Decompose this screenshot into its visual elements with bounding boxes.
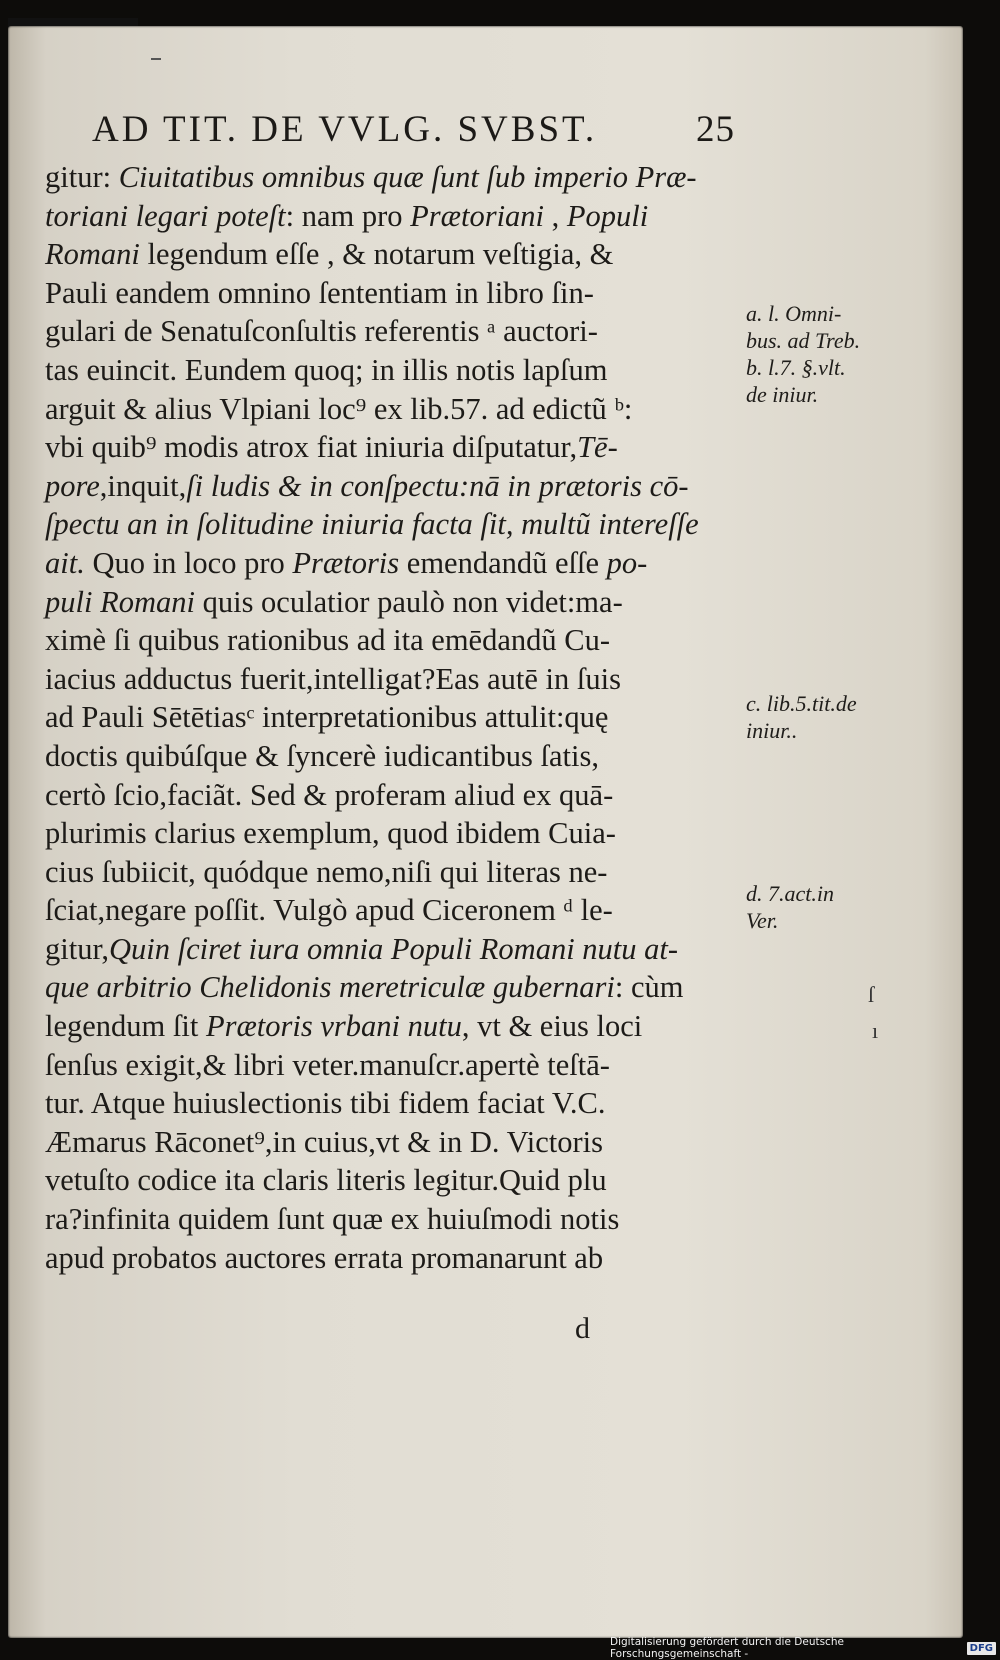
text-run: ad Pauli Sētētiasᶜ interpretationibus attulit:quę — [45, 700, 609, 735]
footer-text: Digitalisierung gefördert durch die Deutsche Forschungsgemeinschaft - — [610, 1636, 844, 1660]
text-line — [45, 467, 745, 506]
text-run: legendum ſit — [45, 1009, 206, 1044]
text-line — [45, 891, 745, 930]
text-line — [45, 274, 745, 313]
text-run: ſenſus exigit,& libri veter.manuſcr.apertè teſtā- — [45, 1047, 610, 1082]
dfg-logo-icon: DFG — [967, 1642, 996, 1655]
text-line — [45, 1046, 745, 1085]
text-run: iacius adductus fuerit,intelligat?Eas autē in ſuis — [45, 661, 621, 696]
text-run: certò ſcio,faciãt. Sed & proferam aliud ex quā- — [45, 777, 614, 812]
text-line — [45, 853, 745, 892]
margin-note-a — [746, 300, 906, 408]
text-run: tur. Atque huiuslectionis tibi fidem faciat V.C. — [45, 1086, 606, 1121]
text-run: emendandũ eſſe — [399, 545, 607, 580]
text-line — [45, 158, 745, 197]
text-line — [45, 1161, 745, 1200]
margin-note-line: b. l.7. §.vlt. — [746, 355, 846, 380]
text-line — [45, 428, 745, 467]
italic-run: Populi — [566, 198, 649, 233]
italic-run: Prætoriani — [410, 198, 545, 233]
margin-note-line: Ver. — [746, 908, 779, 933]
text-line — [45, 776, 745, 815]
italic-run: pore — [45, 468, 100, 503]
text-line — [45, 660, 745, 699]
italic-run: Prætoris vrbani nutu — [205, 1009, 462, 1044]
text-line — [45, 1007, 745, 1046]
text-line — [45, 390, 745, 429]
decorative-dash — [151, 58, 161, 60]
text-run: Quo in loco pro — [84, 545, 293, 580]
margin-note-c — [746, 690, 906, 744]
text-line — [45, 1084, 745, 1123]
italic-run: Romani — [45, 237, 140, 272]
text-line — [45, 544, 745, 583]
text-run: gitur: — [45, 160, 119, 194]
text-run: apud probatos auctores errata promanarunt ab — [45, 1240, 604, 1275]
text-run: ra?infinita quidem ſunt quæ ex huiuſmodi notis — [45, 1202, 620, 1237]
text-run: quis oculatior paulò non videt:ma- — [194, 584, 623, 619]
text-line — [45, 505, 745, 544]
margin-note-d — [746, 880, 906, 934]
running-header — [92, 108, 772, 151]
text-line — [45, 312, 745, 351]
text-run: Æmarus Rāconet⁹,in cuius,vt & in D. Victoris — [45, 1124, 604, 1159]
text-line — [45, 351, 745, 390]
margin-note-line: c. lib.5.tit.de — [746, 691, 857, 716]
margin-note-line: de iniur. — [746, 382, 819, 407]
text-run: : cùm — [614, 970, 684, 1005]
italic-run: que arbitrio Chelidonis meretriculæ gubernari — [45, 970, 615, 1005]
text-line — [45, 1239, 745, 1278]
text-run: cius ſubiicit, quódque nemo,niſi qui literas ne- — [45, 854, 608, 889]
margin-note-line: bus. ad Treb. — [746, 328, 861, 353]
text-line — [45, 1200, 745, 1239]
italic-run: ſpectu an in ſolitudine iniuria facta ſit, multũ intereſſe — [45, 507, 699, 542]
text-line — [45, 235, 745, 274]
italic-run: Prætoris — [292, 545, 400, 580]
text-line — [45, 583, 745, 622]
text-run: vetuſto codice ita claris literis legitur.Quid plu — [45, 1163, 607, 1198]
italic-run: po- — [606, 545, 648, 580]
header-title: AD TIT. DE VVLG. SVBST. — [92, 109, 598, 150]
text-run: arguit & alius Vlpiani loc⁹ ex lib.57. ad edictũ ᵇ: — [45, 391, 633, 426]
text-run: legendum eſſe , & notarum veſtigia, & — [139, 237, 614, 272]
margin-note-line: a. l. Omni- — [746, 301, 842, 326]
italic-run: ait. — [45, 545, 85, 580]
text-run: plurimis clarius exemplum, quod ibidem Cuia- — [45, 816, 616, 851]
text-run: tas euincit. Eundem quoq; in illis notis lapſum — [45, 352, 608, 387]
italic-run: Ciuitatibus omnibus quæ ſunt ſub imperio Præ- — [118, 160, 697, 194]
italic-run: puli Romani — [45, 584, 195, 619]
text-line — [45, 197, 745, 236]
text-line — [45, 1123, 745, 1162]
text-run: Pauli eandem omnino ſententiam in libro ſin- — [45, 275, 594, 310]
footer-credit — [610, 1638, 1000, 1658]
text-run: vbi quib⁹ modis atrox fiat iniuria diſputatur, — [45, 430, 578, 465]
italic-run: Tē- — [577, 430, 618, 465]
italic-run: toriani legari poteſt — [45, 198, 286, 233]
text-run: , vt & eius loci — [461, 1009, 643, 1044]
main-text — [45, 158, 745, 1277]
margin-note-line: d. 7.act.in — [746, 881, 834, 906]
text-line — [45, 814, 745, 853]
italic-run: ſi ludis & in conſpectu:nā in prætoris cō- — [186, 468, 689, 503]
text-run: gitur, — [45, 931, 110, 966]
catchword: d — [575, 1312, 590, 1345]
text-line — [45, 621, 745, 660]
italic-run: Quin ſciret iura omnia Populi Romani nutu at- — [109, 931, 679, 966]
margin-note-line: iniur.. — [746, 718, 798, 743]
stray-mark: ı — [872, 1018, 879, 1043]
text-run: gulari de Senatuſconſultis referentis ᵃ auctori- — [45, 314, 598, 349]
text-run: ximè ſi quibus rationibus ad ita emēdandũ Cu- — [45, 623, 610, 658]
text-line — [45, 698, 745, 737]
text-run: ſciat,negare poſſit. Vulgò apud Ciceronem ᵈ le- — [45, 893, 613, 928]
text-line — [45, 737, 745, 776]
stray-mark: ſ — [868, 982, 875, 1007]
text-run: ,inquit, — [99, 468, 187, 503]
page-number: 25 — [696, 109, 735, 150]
text-run: doctis quibúſque & ſyncerè iudicantibus ſatis, — [45, 738, 599, 773]
text-run: : nam pro — [285, 198, 411, 233]
text-line — [45, 930, 745, 969]
text-run: , — [544, 198, 567, 233]
text-line — [45, 968, 745, 1007]
